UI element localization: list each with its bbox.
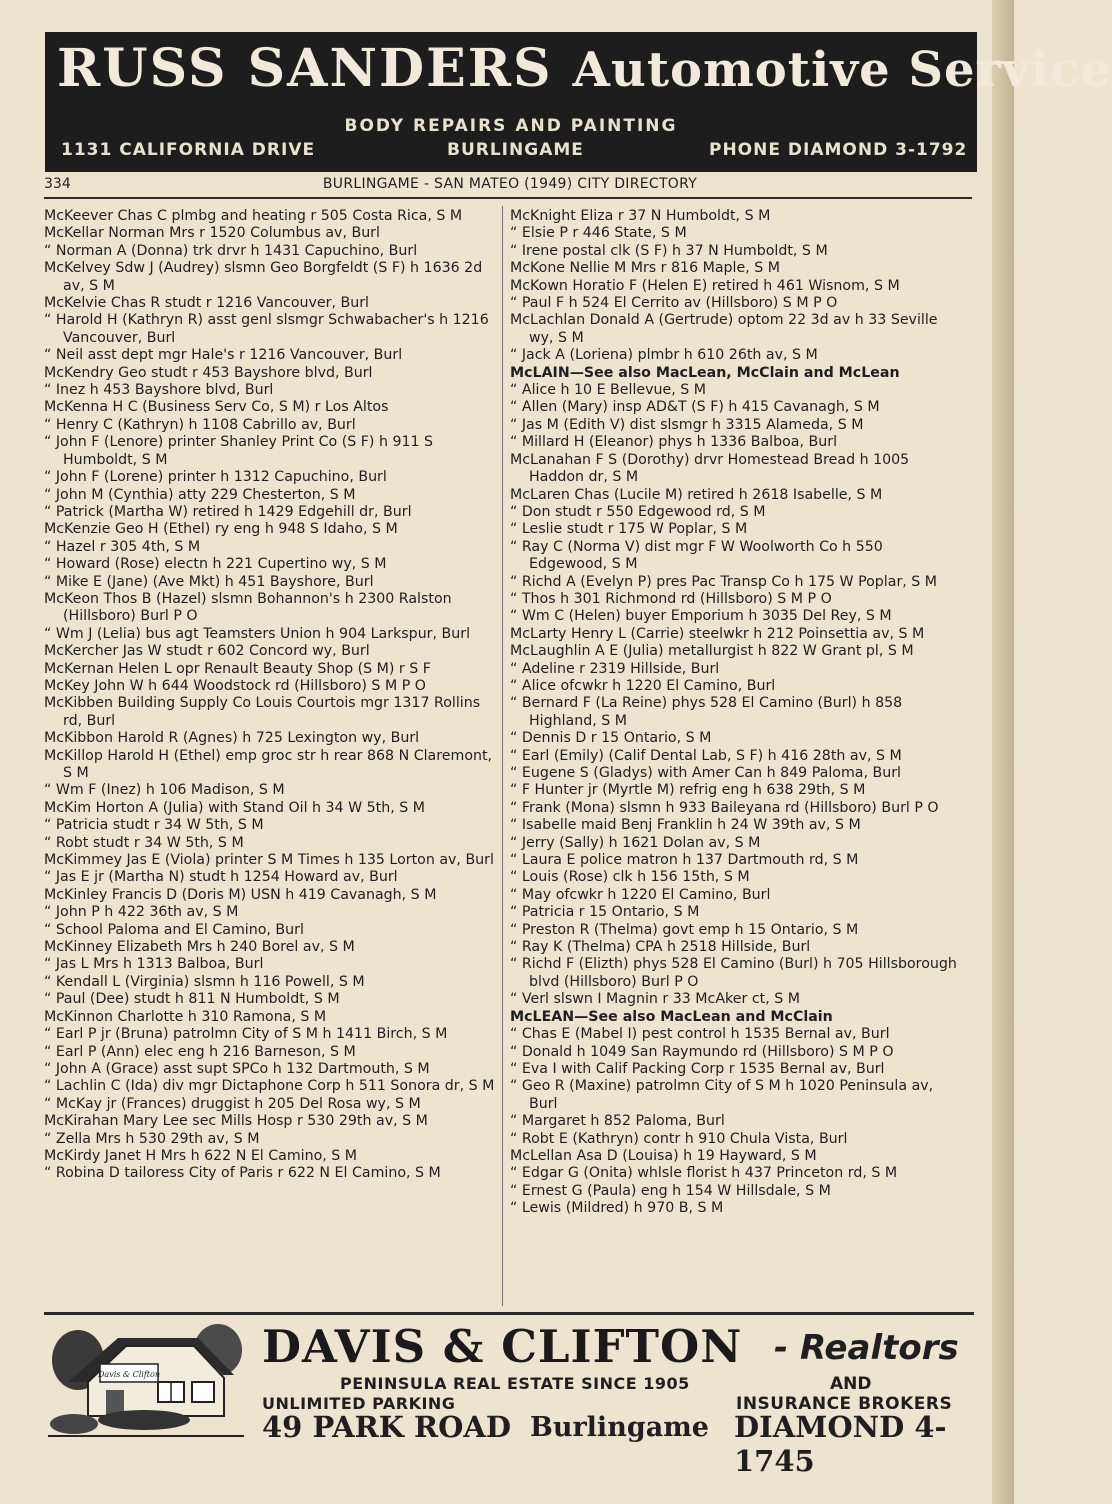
directory-entry: McKernan Helen L opr Renault Beauty Shop (S M) r S F	[44, 660, 431, 677]
directory-subentry: “ Louis (Rose) clk h 156 15th, S M	[510, 869, 965, 886]
directory-subentry: “ Earl P jr (Bruna) patrolmn City of S M h 1411 Birch, S M	[44, 1026, 499, 1043]
directory-entry: McKone Nellie M Mrs r 816 Maple, S M	[510, 260, 780, 277]
directory-subentry: “ May ofcwkr h 1220 El Camino, Burl	[510, 887, 965, 904]
directory-entry: McKey John W h 644 Woodstock rd (Hillsboro) S M P O	[44, 677, 426, 694]
directory-subentry: “ Paul (Dee) studt h 811 N Humboldt, S M	[44, 991, 499, 1008]
directory-subentry: “ Thos h 301 Richmond rd (Hillsboro) S M P O	[510, 591, 965, 608]
directory-subentry: “ Norman A (Donna) trk drvr h 1431 Capuchino, Burl	[44, 243, 499, 260]
directory-subentry: “ Allen (Mary) insp AD&T (S F) h 415 Cavanagh, S M	[510, 399, 965, 416]
directory-entry: McKim Horton A (Julia) with Stand Oil h 34 W 5th, S M	[44, 799, 425, 816]
directory-subentry: “ Jerry (Sally) h 1621 Dolan av, S M	[510, 835, 965, 852]
directory-subentry: “ School Paloma and El Camino, Burl	[44, 922, 499, 939]
directory-subentry: “ Donald h 1049 San Raymundo rd (Hillsboro) S M P O	[510, 1044, 965, 1061]
directory-entry: McKinney Elizabeth Mrs h 240 Borel av, S M	[44, 939, 355, 956]
directory-subentry: “ Alice h 10 E Bellevue, S M	[510, 382, 965, 399]
directory-entry: McKendry Geo studt r 453 Bayshore blvd, Burl	[44, 364, 373, 381]
column-divider	[502, 206, 503, 1306]
directory-subentry: “ Laura E police matron h 137 Dartmouth rd, S M	[510, 852, 965, 869]
directory-subentry: “ Leslie studt r 175 W Poplar, S M	[510, 521, 965, 538]
footer-rule	[44, 1312, 974, 1315]
directory-subentry: “ Margaret h 852 Paloma, Burl	[510, 1113, 965, 1130]
davis-city: Burlingame	[530, 1412, 709, 1443]
directory-entry: McKimmey Jas E (Viola) printer S M Times h 135 Lorton av, Burl	[44, 852, 494, 869]
and-label: AND	[830, 1374, 872, 1394]
directory-subentry: “ Howard (Rose) electn h 221 Cupertino wy, S M	[44, 556, 499, 573]
directory-entry: McKeon Thos B (Hazel) slsmn Bohannon's h 2300 Ralston (Hillsboro) Burl P O	[44, 590, 452, 625]
directory-entry: McLellan Asa D (Louisa) h 19 Hayward, S M	[510, 1147, 817, 1164]
running-head: BURLINGAME - SAN MATEO (1949) CITY DIRECTORY	[322, 176, 698, 192]
directory-entry: McKellar Norman Mrs r 1520 Columbus av, Burl	[44, 225, 380, 242]
directory-entry: McKibben Building Supply Co Louis Courtois mgr 1317 Rollins rd, Burl	[44, 695, 481, 729]
directory-subentry: “ Wm J (Lelia) bus agt Teamsters Union h 904 Larkspur, Burl	[44, 626, 499, 643]
directory-subentry: “ Henry C (Kathryn) h 1108 Cabrillo av, Burl	[44, 417, 499, 434]
insurance-label: INSURANCE BROKERS	[736, 1394, 953, 1414]
directory-subentry: “ Hazel r 305 4th, S M	[44, 539, 499, 556]
directory-subentry: “ Adeline r 2319 Hillside, Burl	[510, 661, 965, 678]
cross-reference: McLAIN—See also MacLean, McClain and McLean	[510, 364, 900, 381]
directory-subentry: “ Ernest G (Paula) eng h 154 W Hillsdale, S M	[510, 1183, 965, 1200]
page-number: 334	[44, 176, 71, 192]
directory-subentry: “ Isabelle maid Benj Franklin h 24 W 39th av, S M	[510, 817, 965, 834]
directory-entry: McKibbon Harold R (Agnes) h 725 Lexington wy, Burl	[44, 730, 420, 747]
ad-name-part2: Automotive Service	[572, 42, 1112, 98]
directory-entry: McKercher Jas W studt r 602 Concord wy, Burl	[44, 643, 370, 660]
directory-subentry: “ Eugene S (Gladys) with Amer Can h 849 Paloma, Burl	[510, 765, 965, 782]
directory-subentry: “ John F (Lenore) printer Shanley Print Co (S F) h 911 S Humboldt, S M	[44, 434, 499, 469]
directory-subentry: “ Jack A (Loriena) plmbr h 610 26th av, S M	[510, 347, 965, 364]
directory-subentry: “ Jas E jr (Martha N) studt h 1254 Howard av, Burl	[44, 869, 499, 886]
ad-brand	[57, 38, 1112, 99]
directory-subentry: “ Mike E (Jane) (Ave Mkt) h 451 Bayshore, Burl	[44, 574, 499, 591]
directory-subentry: “ Lachlin C (Ida) div mgr Dictaphone Corp h 511 Sonora dr, S M	[44, 1078, 499, 1095]
directory-subentry: “ Zella Mrs h 530 29th av, S M	[44, 1131, 499, 1148]
realtors-label: - Realtors	[774, 1328, 959, 1368]
directory-subentry: “ Wm C (Helen) buyer Emporium h 3035 Del Rey, S M	[510, 608, 965, 625]
ad-name-part1: RUSS SANDERS	[57, 38, 553, 99]
directory-subentry: “ Preston R (Thelma) govt emp h 15 Ontario, S M	[510, 922, 965, 939]
directory-entry: McLanahan F S (Dorothy) drvr Homestead Bread h 1005 Haddon dr, S M	[510, 451, 910, 486]
directory-subentry: “ Ray C (Norma V) dist mgr F W Woolworth Co h 550 Edgewood, S M	[510, 539, 965, 574]
directory-subentry: “ Don studt r 550 Edgewood rd, S M	[510, 504, 965, 521]
directory-subentry: “ Neil asst dept mgr Hale's r 1216 Vancouver, Burl	[44, 347, 499, 364]
directory-entry: McKenzie Geo H (Ethel) ry eng h 948 S Idaho, S M	[44, 521, 398, 538]
russ-sanders-ad	[45, 32, 1112, 172]
directory-subentry: “ Eva I with Calif Packing Corp r 1535 Bernal av, Burl	[510, 1061, 965, 1078]
directory-subentry: “ Robt E (Kathryn) contr h 910 Chula Vista, Burl	[510, 1131, 965, 1148]
davis-tagline: PENINSULA REAL ESTATE SINCE 1905	[340, 1374, 690, 1393]
page-edge	[992, 0, 1014, 1504]
directory-subentry: “ Richd F (Elizth) phys 528 El Camino (Burl) h 705 Hillsborough blvd (Hillsboro) Burl P O	[510, 956, 965, 991]
directory-subentry: “ Robt studt r 34 W 5th, S M	[44, 835, 499, 852]
directory-subentry: “ Dennis D r 15 Ontario, S M	[510, 730, 965, 747]
directory-subentry: “ Jas M (Edith V) dist slsmgr h 3315 Alameda, S M	[510, 417, 965, 434]
directory-entry: McLaughlin A E (Julia) metallurgist h 822 W Grant pl, S M	[510, 643, 914, 660]
directory-entry: McLachlan Donald A (Gertrude) optom 22 3d av h 33 Seville wy, S M	[510, 312, 938, 346]
directory-subentry: “ Earl (Emily) (Calif Dental Lab, S F) h 416 28th av, S M	[510, 748, 965, 765]
directory-entry: McKelvie Chas R studt r 1216 Vancouver, Burl	[44, 295, 369, 312]
directory-subentry: “ Geo R (Maxine) patrolmn City of S M h 1020 Peninsula av, Burl	[510, 1078, 965, 1113]
ad-phone: PHONE DIAMOND 3-1792	[709, 140, 968, 160]
house-sign-text: Davis & Clifton	[98, 1370, 160, 1379]
directory-subentry: “ Lewis (Mildred) h 970 B, S M	[510, 1200, 965, 1217]
directory-entry: McKnight Eliza r 37 N Humboldt, S M	[510, 208, 771, 224]
directory-subentry: “ Richd A (Evelyn P) pres Pac Transp Co h 175 W Poplar, S M	[510, 574, 965, 591]
directory-subentry: “ Verl slswn I Magnin r 33 McAker ct, S M	[510, 991, 965, 1008]
directory-subentry: “ McKay jr (Frances) druggist h 205 Del Rosa wy, S M	[44, 1096, 499, 1113]
directory-subentry: “ Millard H (Eleanor) phys h 1336 Balboa, Burl	[510, 434, 965, 451]
directory-subentry: “ John M (Cynthia) atty 229 Chesterton, S M	[44, 487, 499, 504]
directory-subentry: “ Wm F (Inez) h 106 Madison, S M	[44, 782, 499, 799]
cross-reference: McLEAN—See also MacLean and McClain	[510, 1008, 833, 1025]
left-column	[44, 208, 499, 1183]
right-column	[510, 208, 965, 1218]
directory-entry: McKown Horatio F (Helen E) retired h 461 Wisnom, S M	[510, 277, 900, 294]
directory-entry: McKelvey Sdw J (Audrey) slsmn Geo Borgfeldt (S F) h 1636 2d av, S M	[44, 260, 483, 294]
davis-address: 49 PARK ROAD	[262, 1410, 512, 1444]
directory-subentry: “ John P h 422 36th av, S M	[44, 904, 499, 921]
house-illustration	[48, 1320, 244, 1440]
directory-subentry: “ Inez h 453 Bayshore blvd, Burl	[44, 382, 499, 399]
directory-subentry: “ Elsie P r 446 State, S M	[510, 225, 965, 242]
directory-subentry: “ Ray K (Thelma) CPA h 2518 Hillside, Burl	[510, 939, 965, 956]
ad-city: BURLINGAME	[447, 140, 584, 160]
directory-subentry: “ Patricia r 15 Ontario, S M	[510, 904, 965, 921]
davis-clifton-title: DAVIS & CLIFTON	[262, 1320, 743, 1373]
directory-entry: McKenna H C (Business Serv Co, S M) r Los Altos	[44, 399, 389, 416]
header-rule	[44, 197, 972, 199]
directory-entry: McKillop Harold H (Ethel) emp groc str h rear 868 N Claremont, S M	[44, 747, 493, 781]
directory-subentry: “ Harold H (Kathryn R) asst genl slsmgr Schwabacher's h 1216 Vancouver, Burl	[44, 312, 499, 347]
parking-label: UNLIMITED PARKING	[262, 1394, 456, 1413]
ad-address: 1131 CALIFORNIA DRIVE	[61, 140, 316, 160]
directory-entry: McLaren Chas (Lucile M) retired h 2618 Isabelle, S M	[510, 486, 883, 503]
directory-entry: McLarty Henry L (Carrie) steelwkr h 212 Poinsettia av, S M	[510, 625, 925, 642]
directory-subentry: “ Earl P (Ann) elec eng h 216 Barneson, S M	[44, 1044, 499, 1061]
directory-subentry: “ Chas E (Mabel I) pest control h 1535 Bernal av, Burl	[510, 1026, 965, 1043]
ad-tagline: BODY REPAIRS AND PAINTING	[344, 116, 678, 136]
directory-subentry: “ Jas L Mrs h 1313 Balboa, Burl	[44, 956, 499, 973]
directory-subentry: “ Paul F h 524 El Cerrito av (Hillsboro) S M P O	[510, 295, 965, 312]
directory-subentry: “ John A (Grace) asst supt SPCo h 132 Dartmouth, S M	[44, 1061, 499, 1078]
directory-subentry: “ Edgar G (Onita) whlsle florist h 437 Princeton rd, S M	[510, 1165, 965, 1182]
directory-subentry: “ Frank (Mona) slsmn h 933 Baileyana rd (Hillsboro) Burl P O	[510, 800, 965, 817]
directory-entry: McKirahan Mary Lee sec Mills Hosp r 530 29th av, S M	[44, 1113, 428, 1130]
directory-entry: McKinley Francis D (Doris M) USN h 419 Cavanagh, S M	[44, 886, 437, 903]
directory-entry: McKirdy Janet H Mrs h 622 N El Camino, S M	[44, 1147, 358, 1164]
directory-subentry: “ John F (Lorene) printer h 1312 Capuchino, Burl	[44, 469, 499, 486]
directory-subentry: “ Bernard F (La Reine) phys 528 El Camino (Burl) h 858 Highland, S M	[510, 695, 965, 730]
directory-subentry: “ F Hunter jr (Myrtle M) refrig eng h 638 29th, S M	[510, 782, 965, 799]
directory-subentry: “ Patrick (Martha W) retired h 1429 Edgehill dr, Burl	[44, 504, 499, 521]
directory-subentry: “ Kendall L (Virginia) slsmn h 116 Powell, S M	[44, 974, 499, 991]
directory-subentry: “ Robina D tailoress City of Paris r 622 N El Camino, S M	[44, 1165, 499, 1182]
directory-subentry: “ Patricia studt r 34 W 5th, S M	[44, 817, 499, 834]
directory-entry: McKeever Chas C plmbg and heating r 505 Costa Rica, S M	[44, 208, 463, 224]
directory-entry: McKinnon Charlotte h 310 Ramona, S M	[44, 1008, 327, 1025]
directory-subentry: “ Alice ofcwkr h 1220 El Camino, Burl	[510, 678, 965, 695]
directory-subentry: “ Irene postal clk (S F) h 37 N Humboldt, S M	[510, 243, 965, 260]
davis-phone: DIAMOND 4-1745	[734, 1410, 947, 1478]
